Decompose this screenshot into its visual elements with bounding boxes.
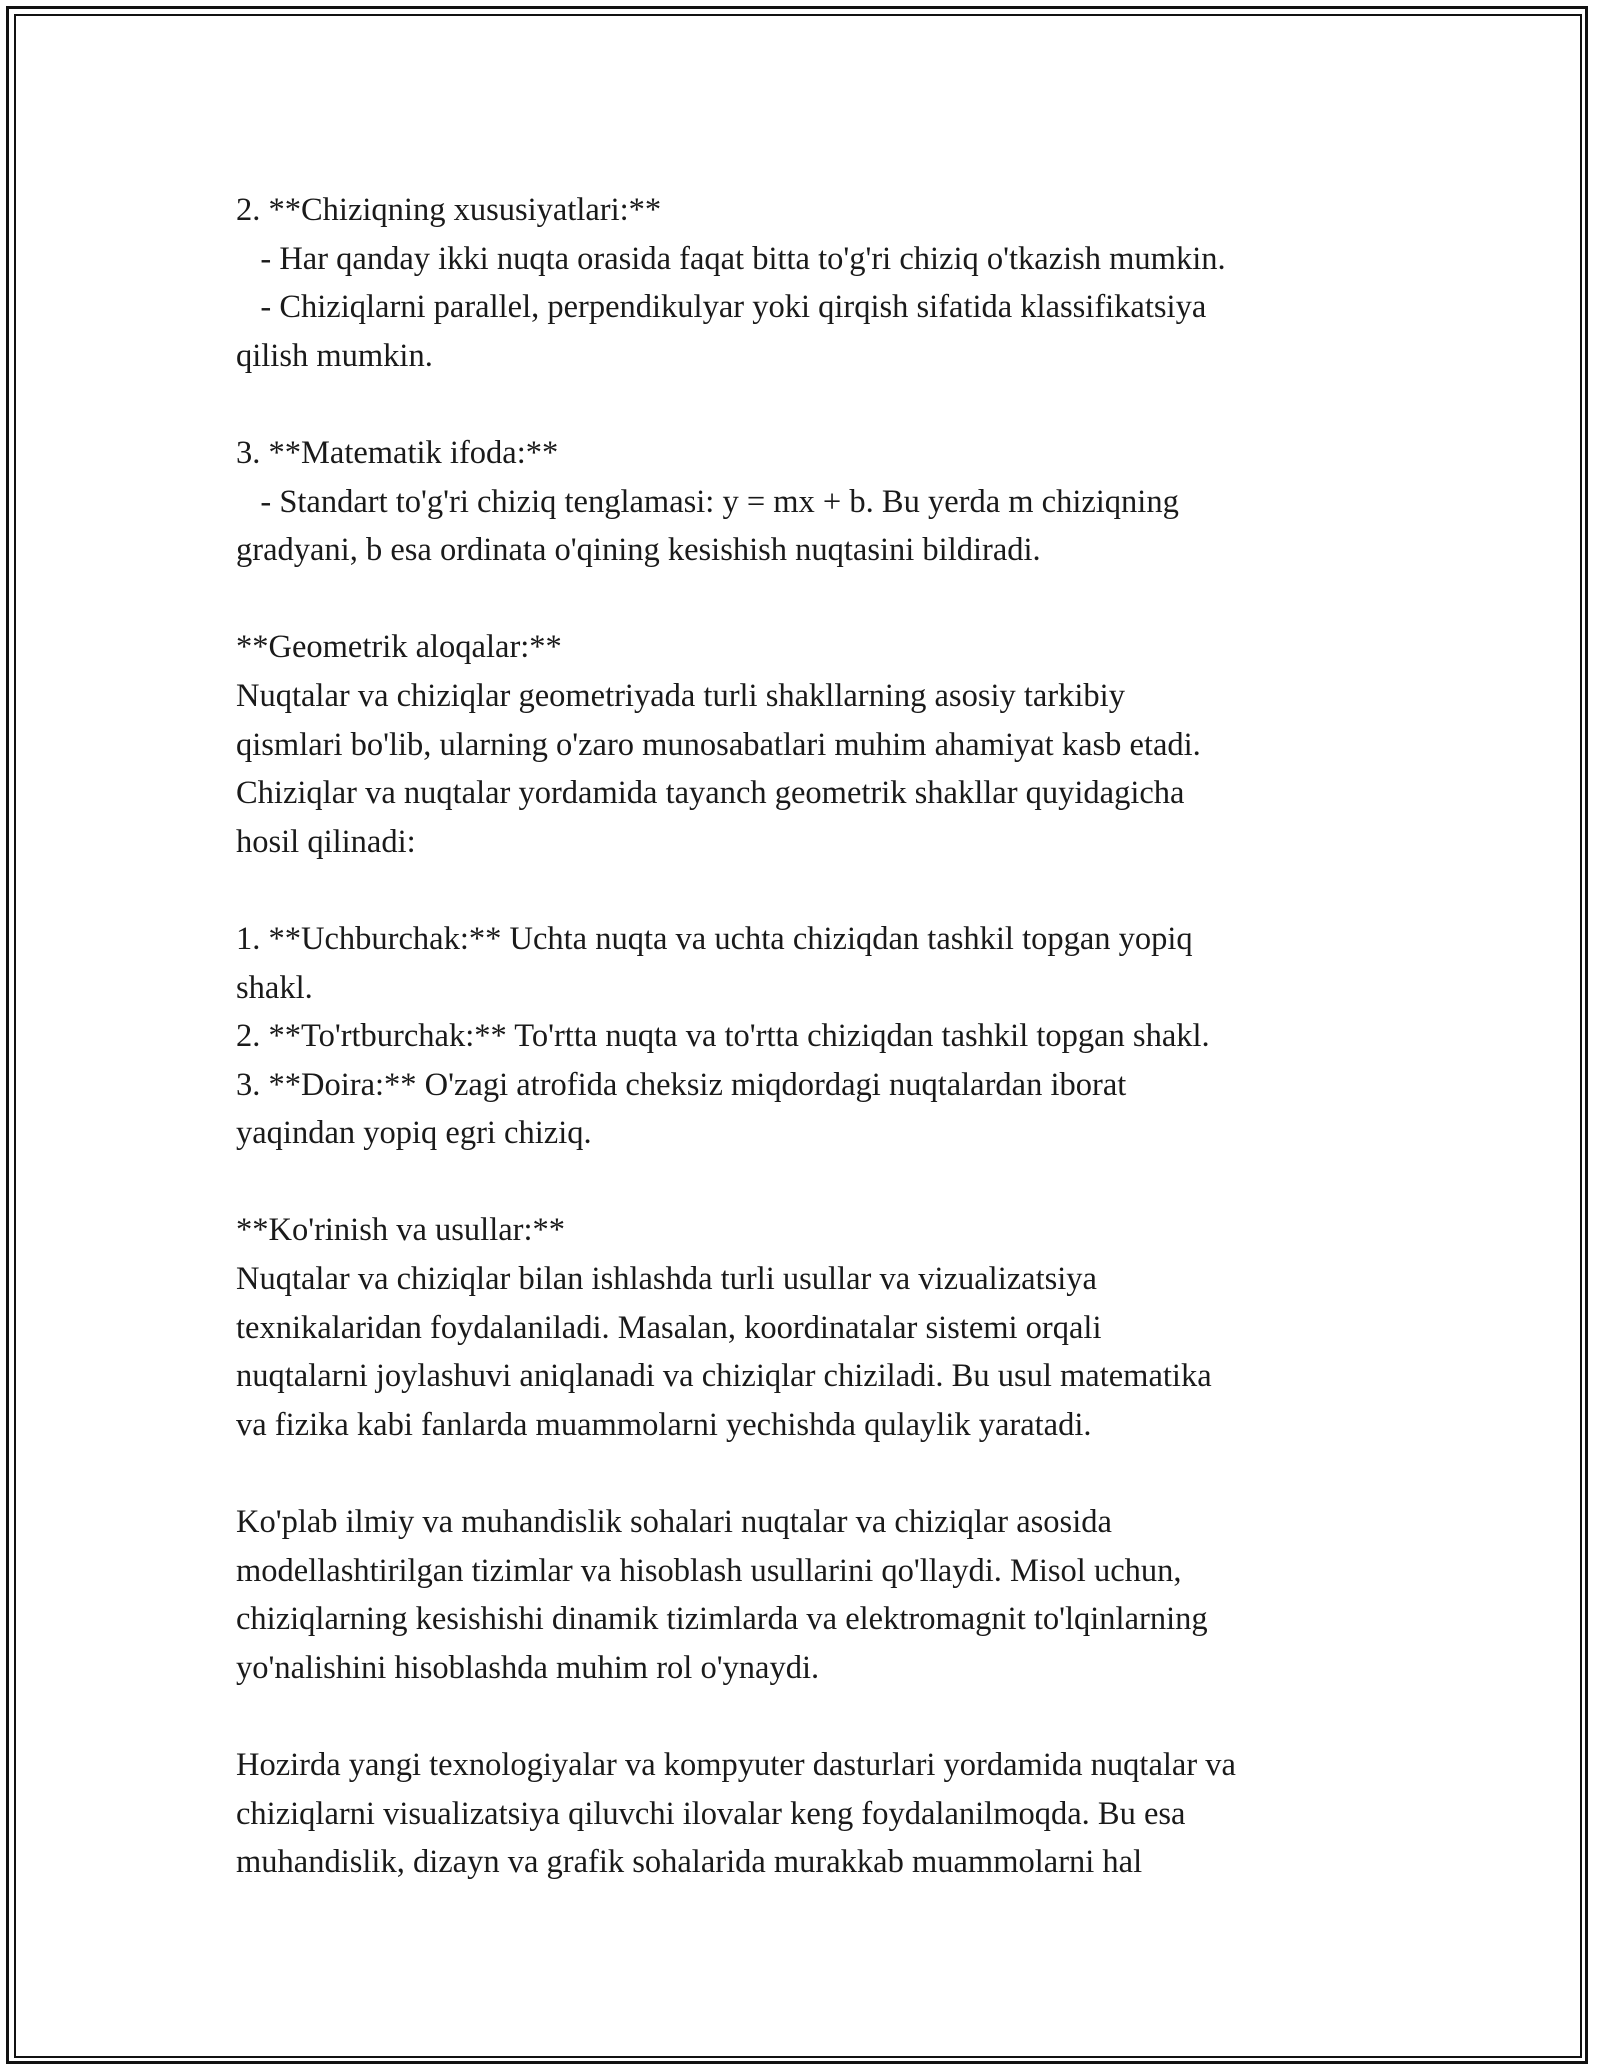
blank-line	[236, 1449, 1396, 1498]
shapes-list-line: 1. **Uchburchak:** Uchta nuqta va uchta chiziqdan tashkil topgan yopiq	[236, 920, 1193, 957]
section3-heading: 3. **Matematik ifoda:**	[236, 434, 559, 471]
view-paragraph-line: va fizika kabi fanlarda muammolarni yechishda qulaylik yaratadi.	[236, 1406, 1092, 1443]
section3-item-1-line-1: - Standart to'g'ri chiziq tenglamasi: y = mx + b. Bu yerda m chiziqning	[236, 483, 1179, 520]
geometric-paragraph-line: hosil qilinadi:	[236, 823, 416, 860]
geometric-paragraph-line: Chiziqlar va nuqtalar yordamida tayanch geometrik shakllar quyidagicha	[236, 775, 1185, 812]
section2-item-2-line-2: qilish mumkin.	[236, 337, 433, 374]
view-heading: **Ko'rinish va usullar:**	[236, 1212, 566, 1249]
shapes-list-line: shakl.	[236, 969, 313, 1006]
tech-paragraph-line: chiziqlarni visualizatsiya qiluvchi ilovalar keng foydalanilmoqda. Bu esa	[236, 1795, 1186, 1832]
blank-line	[236, 1158, 1396, 1207]
blank-line	[236, 380, 1396, 429]
section3-item-1-line-2: gradyani, b esa ordinata o'qining kesishish nuqtasini bildiradi.	[236, 532, 1041, 569]
blank-line	[236, 575, 1396, 624]
document-body	[236, 186, 1396, 1887]
view-paragraph-line: Nuqtalar va chiziqlar bilan ishlashda turli usullar va vizualizatsiya	[236, 1261, 1097, 1298]
shapes-list-line: yaqindan yopiq egri chiziq.	[236, 1115, 592, 1152]
tech-paragraph-line: Hozirda yangi texnologiyalar va kompyuter dasturlari yordamida nuqtalar va	[236, 1747, 1236, 1783]
shapes-list-line: 2. **To'rtburchak:** To'rtta nuqta va to'rtta chiziqdan tashkil topgan shakl.	[236, 1018, 1210, 1055]
science-paragraph-line: modellashtirilgan tizimlar va hisoblash usullarini qo'llaydi. Misol uchun,	[236, 1552, 1182, 1589]
geometric-heading: **Geometrik aloqalar:**	[236, 629, 562, 666]
section2-heading: 2. **Chiziqning xususiyatlari:**	[236, 192, 662, 228]
science-paragraph-line: Ko'plab ilmiy va muhandislik sohalari nuqtalar va chiziqlar asosida	[236, 1504, 1112, 1541]
blank-line	[236, 1692, 1396, 1741]
science-paragraph-line: yo'nalishini hisoblashda muhim rol o'ynaydi.	[236, 1649, 820, 1686]
view-paragraph-line: texnikalaridan foydalaniladi. Masalan, koordinatalar sistemi orqali	[236, 1309, 1102, 1346]
shapes-list-line: 3. **Doira:** O'zagi atrofida cheksiz miqdordagi nuqtalardan iborat	[236, 1066, 1127, 1103]
geometric-paragraph-line: qismlari bo'lib, ularning o'zaro munosabatlari muhim ahamiyat kasb etadi.	[236, 726, 1201, 763]
view-paragraph-line: nuqtalarni joylashuvi aniqlanadi va chiziqlar chiziladi. Bu usul matematika	[236, 1358, 1212, 1395]
section2-item-2-line-1: - Chiziqlarni parallel, perpendikulyar yoki qirqish sifatida klassifikatsiya	[236, 289, 1207, 326]
blank-line	[236, 866, 1396, 915]
science-paragraph-line: chiziqlarning kesishishi dinamik tizimlarda va elektromagnit to'lqinlarning	[236, 1601, 1208, 1638]
geometric-paragraph-line: Nuqtalar va chiziqlar geometriyada turli shakllarning asosiy tarkibiy	[236, 677, 1125, 714]
section2-item-1: - Har qanday ikki nuqta orasida faqat bitta to'g'ri chiziq o'tkazish mumkin.	[236, 240, 1226, 277]
tech-paragraph-line: muhandislik, dizayn va grafik sohalarida murakkab muammolarni hal	[236, 1844, 1143, 1881]
